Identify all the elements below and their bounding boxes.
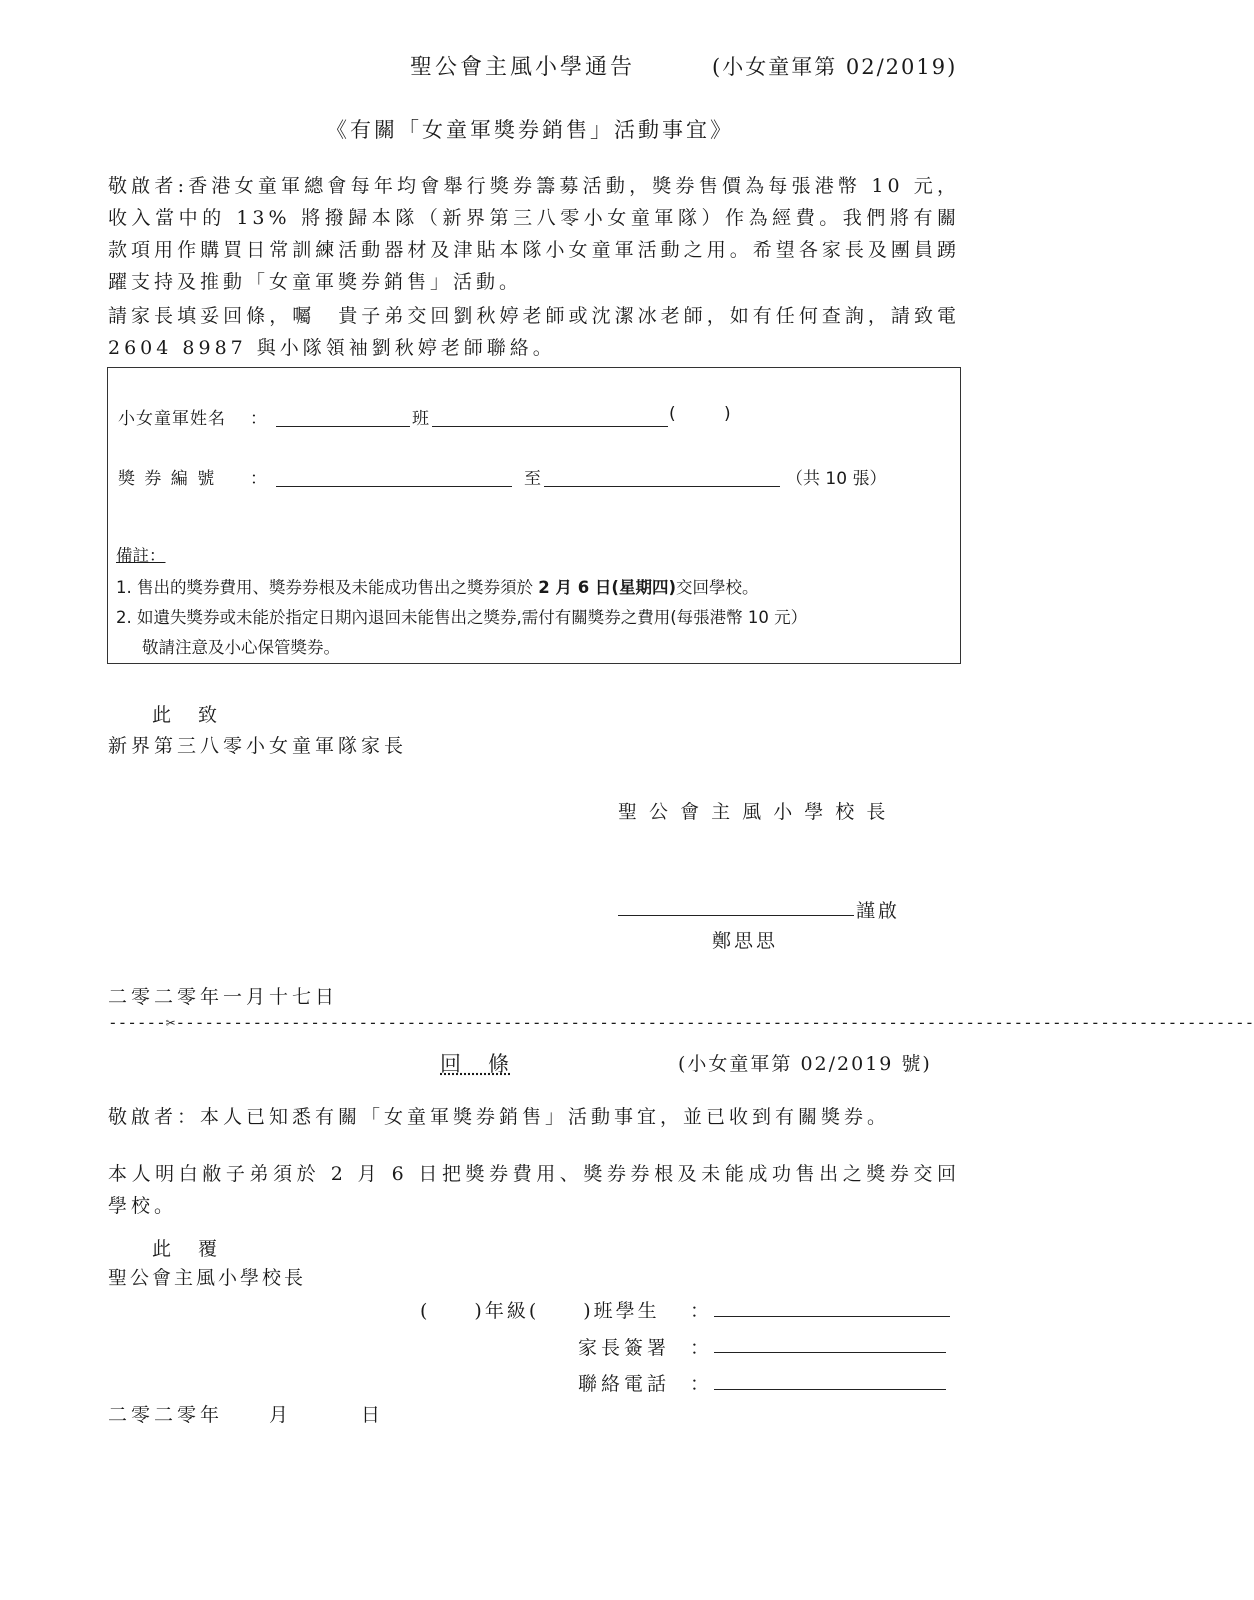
recipient: 新界第三八零小女童軍隊家長 <box>108 735 408 757</box>
respectfully-label: 謹啟 <box>856 900 901 922</box>
ticket-number-label: 獎 券 編 號 <box>118 469 217 489</box>
parent-signature-line <box>714 1352 946 1353</box>
name-label: 小女童軍姓名 <box>118 409 226 429</box>
class-label: 班 <box>412 409 429 429</box>
reply-recipient: 聖公會主風小學校長 <box>108 1267 307 1289</box>
grade-class-label: ( )年級( )班學生 <box>420 1300 660 1322</box>
reply-slip-reference: (小女童軍第 02/2019 號) <box>678 1053 932 1075</box>
notice-reference: (小女童軍第 02/2019) <box>712 55 958 79</box>
remark-1: 1. 售出的獎券費用、獎券券根及未能成功售出之獎券須於 2 月 6 日(星期四)交回學校。 <box>116 578 759 597</box>
reply-paragraph-1: 敬啟者：本人已知悉有關「女童軍獎券銷售」活動事宜，並已收到有關獎券。 <box>108 1106 891 1128</box>
class-blank-line <box>432 426 668 427</box>
reply-salutation: 此 覆 <box>152 1238 222 1260</box>
cut-line: ------✂---------------------------------------------------------------------------------------------------------------- <box>108 1013 1254 1032</box>
ticket-colon: ： <box>250 469 267 489</box>
principal-name: 鄭思思 <box>712 930 779 952</box>
class-number-close-paren: ) <box>724 404 731 424</box>
body-paragraph-1: 敬啟者:香港女童軍總會每年均會舉行獎券籌募活動，獎券售價為每張港幣 10 元，收入當中的 13% 將撥歸本隊（新界第三八零小女童軍隊）作為經費。我們將有關款項用作購買日常訓練活動器材及津貼本隊小女童軍活動之用。希望各家長及團員踴躍支持及推動「女童軍獎券銷售」活動。 <box>108 175 960 293</box>
notice-title: 聖公會主風小學通告 <box>410 55 636 80</box>
ticket-end-blank-line <box>544 486 780 487</box>
salutation: 此 致 <box>152 704 222 726</box>
body-paragraph-2: 請家長填妥回條，囑 貴子弟交回劉秋婷老師或沈潔冰老師，如有任何查詢，請致電 2604 8987 與小隊領袖劉秋婷老師聯絡。 <box>108 305 960 359</box>
scissors-icon: ✂ <box>165 1013 176 1032</box>
ticket-start-blank-line <box>276 486 512 487</box>
signature-line <box>618 915 854 916</box>
name-blank-line <box>276 426 410 427</box>
name-colon: ： <box>250 409 267 429</box>
reply-slip-title: 回 條 <box>440 1052 512 1076</box>
contact-phone-line <box>714 1389 946 1390</box>
ticket-to-label: 至 <box>524 469 541 489</box>
ticket-count: （共 10 張） <box>786 469 887 489</box>
phone-colon: ： <box>690 1373 710 1395</box>
class-number-open-paren: ( <box>669 404 676 424</box>
student-colon: ： <box>690 1300 710 1322</box>
signature-colon: ： <box>690 1337 710 1359</box>
remarks-heading: 備註： <box>116 546 166 565</box>
remark-2-line-1: 2. 如遺失獎券或未能於指定日期內退回未能售出之獎券,需付有關獎券之費用(每張港幣 10 元） <box>116 608 808 627</box>
reply-date: 二零二零年 月 日 <box>108 1404 385 1426</box>
parent-signature-label: 家長簽署 <box>578 1337 671 1359</box>
reply-paragraph-2: 本人明白敝子弟須於 2 月 6 日把獎券費用、獎券券根及未能成功售出之獎券交回學校。 <box>108 1163 960 1217</box>
remark-2-line-2: 敬請注意及小心保管獎券。 <box>142 638 340 657</box>
principal-title: 聖 公 會 主 風 小 學 校 長 <box>618 801 889 823</box>
notice-subject: 《有關「女童軍獎券銷售」活動事宜》 <box>326 118 734 142</box>
notice-date: 二零二零年一月十七日 <box>108 986 339 1008</box>
contact-phone-label: 聯絡電話 <box>578 1373 671 1395</box>
student-name-line <box>714 1316 950 1317</box>
